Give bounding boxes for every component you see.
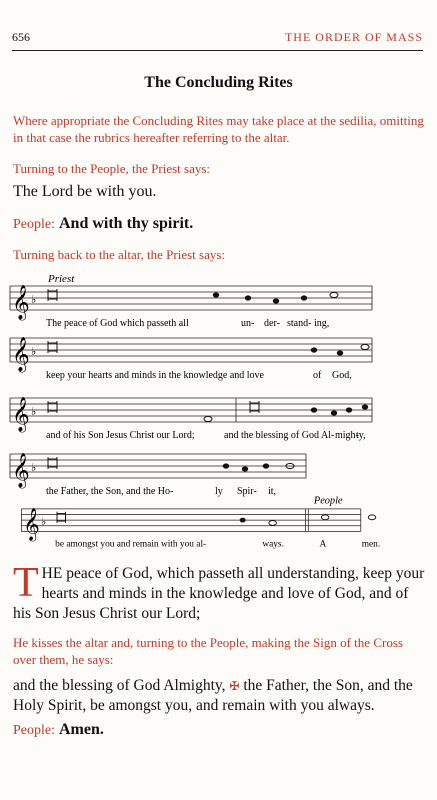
lyrics-line-5: be amongst you and remain with you al- ways. A men. (55, 539, 381, 550)
music-staff-2 (10, 328, 375, 388)
page-number: 656 (12, 30, 30, 44)
note (269, 521, 277, 526)
blessing-paragraph (13, 560, 425, 624)
note (330, 292, 338, 297)
note (223, 463, 229, 468)
note (240, 518, 246, 523)
treble-clef-icon: 𝄞 (12, 337, 30, 372)
note (242, 466, 248, 471)
flat-icon: ♭ (41, 515, 46, 528)
final-blessing (13, 676, 425, 716)
blessing-part-2: the Father, the Son, and the Holy Spirit, be amongst you, and remain with you always. (13, 677, 413, 714)
flat-icon: ♭ (31, 405, 37, 418)
music-staff-1 (10, 270, 375, 330)
priest-greeting: The Lord be with you. (13, 183, 157, 200)
page-header (12, 30, 423, 48)
flat-icon: ♭ (31, 345, 37, 358)
note (361, 344, 369, 349)
first-word-smallcaps: HE (41, 565, 63, 582)
treble-clef-icon: 𝄞 (12, 453, 30, 488)
cross-icon: ✠ (229, 679, 240, 693)
note (301, 295, 307, 300)
note (321, 515, 329, 520)
breve-note (57, 512, 65, 523)
music-staff-3 (10, 384, 375, 444)
treble-clef-icon: 𝄞 (12, 285, 30, 320)
music-staff-5 (10, 492, 381, 552)
flat-icon: ♭ (31, 461, 37, 474)
rubric-priest-says: Turning to the People, the Priest says: (13, 161, 211, 176)
staff-lines (10, 286, 372, 310)
note (368, 515, 376, 520)
lyrics-line-2: keep your hearts and minds in the knowledge and love of God, (46, 370, 352, 381)
breve-note (250, 401, 259, 413)
people-response: And with thy spirit. (59, 215, 194, 232)
note (311, 407, 317, 412)
running-title: THE ORDER OF MASS (284, 30, 423, 44)
note (331, 410, 337, 415)
note (311, 347, 317, 352)
people-amen: Amen. (59, 721, 104, 738)
people-response-line (13, 214, 425, 235)
note (362, 404, 368, 409)
note (273, 298, 279, 303)
header-rule (12, 50, 423, 51)
blessing-part-1: and the blessing of God Almighty, (13, 677, 226, 694)
rubric-kisses-altar: He kisses the altar and, turning to the People, making the Sign of the Cross over them, he says: (13, 635, 403, 667)
note (346, 407, 352, 412)
lyrics-line-1: The peace of God which passeth all un- der- stand- ing, (46, 318, 330, 329)
note (213, 292, 219, 297)
note (204, 416, 212, 421)
note (263, 463, 269, 468)
people-label-2: People: (13, 723, 55, 738)
section-title: The Concluding Rites (144, 74, 293, 91)
breve-note (48, 401, 57, 413)
rubric-turning-back: Turning back to the altar, the Priest says: (13, 247, 226, 262)
blessing-body: peace of God, which passeth all understanding, keep your hearts and minds in the knowledge and love of God, and of his Son Jesus Christ our Lord; (13, 565, 425, 622)
breve-note (48, 341, 57, 353)
lyrics-line-4: the Father, the Son, and the Ho- ly Spir- it, (46, 486, 277, 497)
flat-icon: ♭ (31, 293, 37, 306)
treble-clef-icon: 𝄞 (12, 397, 30, 432)
people-label: People: (13, 217, 55, 232)
treble-clef-icon: 𝄞 (23, 507, 40, 541)
breve-note (48, 457, 57, 469)
breve-note (48, 289, 57, 301)
people-music-label: People (313, 495, 343, 507)
people-amen-line (13, 720, 425, 741)
rubric-intro: Where appropriate the Concluding Rites may take place at the sedilia, omitting in that case the rubrics hereafter referring to the altar. (13, 113, 424, 145)
music-staff-4 (10, 440, 375, 500)
lyrics-line-3: and of his Son Jesus Christ our Lord; and the blessing of God Al- migh- ty, (46, 430, 366, 441)
drop-cap: T (13, 560, 39, 606)
priest-label: Priest (48, 273, 75, 285)
note (245, 295, 251, 300)
note (337, 350, 343, 355)
